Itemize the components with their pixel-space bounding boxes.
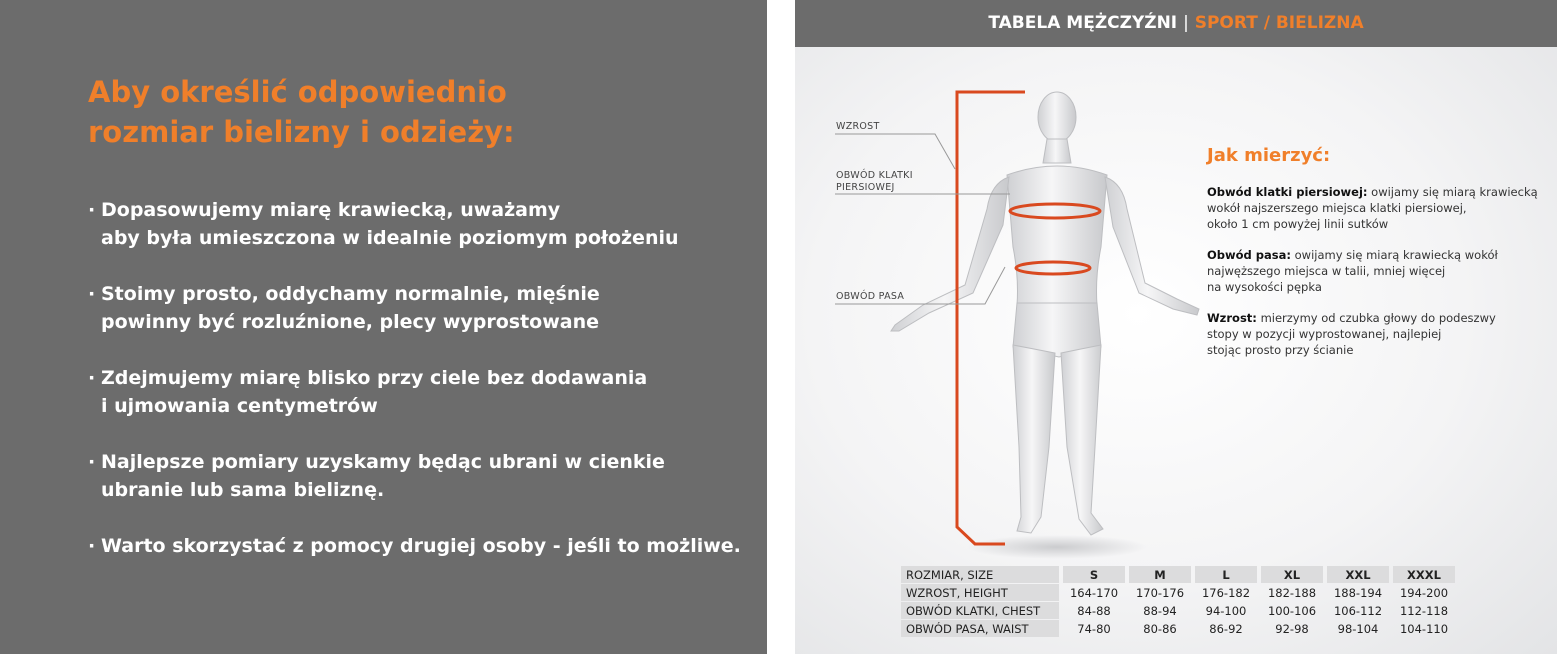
waist-instruction [1207,247,1537,295]
table-cell: 98-104 [1337,621,1379,636]
table-cell: 94-100 [1205,603,1247,618]
height-term: Wzrost: [1207,311,1257,325]
tip-text-line: i ujmowania centymetrów [101,395,378,417]
mannequin-body [891,92,1199,535]
header-separator: | [1183,13,1189,33]
left-panel [0,0,767,654]
table-cell: 92-98 [1275,621,1309,636]
tip-item [88,364,748,420]
waist-term: Obwód pasa: [1207,248,1291,262]
instruction-line: najwęższego miejsca w talii, mniej więcej [1207,264,1446,278]
height-label: WZROST [836,121,880,132]
instruction-line: stojąc prosto przy ścianie [1207,343,1354,357]
tip-text-line: aby była umieszczona w idealnie poziomym położeniu [101,227,679,249]
size-col-header: L [1195,566,1257,583]
tip-item [88,532,748,560]
row-label: OBWÓD PASA, WAIST [901,620,1059,637]
table-cell: 188-194 [1333,585,1383,600]
size-col-header: M [1129,566,1191,583]
header-subtitle: SPORT / BIELIZNA [1194,13,1364,33]
tip-text-line: · Dopasowujemy miarę krawiecką, uważamy [101,199,561,221]
size-header-label: ROZMIAR, SIZE [901,566,1059,583]
measurement-tips-list [88,196,748,588]
height-leader-line [835,134,955,169]
tip-text-line: · Najlepsze pomiary uzyskamy będąc ubrani w cienkie [101,451,665,473]
instruction-line: mierzymy od czubka głowy do podeszwy [1260,311,1496,325]
tip-text-line: · Warto skorzystać z pomocy drugiej osoby - jeśli to możliwe. [101,535,741,557]
left-title-line: Aby określić odpowiednio [88,75,507,109]
instruction-line: około 1 cm powyżej linii sutków [1207,217,1389,231]
size-col-header: XXL [1327,566,1389,583]
table-row [901,620,1455,637]
table-cell: 170-176 [1135,585,1185,600]
size-col-header: S [1063,566,1125,583]
tip-text-line: · Zdejmujemy miarę blisko przy ciele bez dodawania [101,367,648,389]
tip-text-line: powinny być rozluźnione, plecy wyprostowane [101,311,600,333]
table-cell: 194-200 [1399,585,1449,600]
size-chart-header [795,0,1557,47]
instruction-line: stopy w pozycji wyprostowanej, najlepiej [1207,327,1442,341]
tip-item [88,280,748,336]
tip-text-line: ubranie lub sama bieliznę. [101,479,385,501]
table-cell: 100-106 [1267,603,1317,618]
size-col-header: XL [1261,566,1323,583]
table-cell: 74-80 [1077,621,1111,636]
left-title-line: rozmiar bielizny i odzieży: [88,115,515,149]
table-cell: 88-94 [1143,603,1177,618]
how-to-measure [1207,145,1537,373]
table-cell: 106-112 [1333,603,1383,618]
instruction-line: wokół najszerszego miejsca klatki piersiowej, [1207,201,1467,215]
instruction-line: owijamy się miarą krawiecką [1371,185,1538,199]
floor-shadow [967,535,1147,559]
size-col-header: XXXL [1393,566,1455,583]
size-chart-panel [795,0,1557,654]
tip-text-line: · Stoimy prosto, oddychamy normalnie, mięśnie [101,283,600,305]
table-cell: 104-110 [1399,621,1449,636]
table-cell: 164-170 [1069,585,1119,600]
height-instruction [1207,310,1537,358]
instruction-line: owijamy się miarą krawiecką wokół [1294,248,1498,262]
table-cell: 80-86 [1143,621,1177,636]
row-label: WZROST, HEIGHT [901,584,1059,601]
size-table [897,565,1459,638]
row-label: OBWÓD KLATKI, CHEST [901,602,1059,619]
instruction-line: na wysokości pępka [1207,280,1322,294]
size-header-row [901,566,1455,583]
table-row [901,602,1455,619]
table-row [901,584,1455,601]
tip-item [88,196,748,252]
table-cell: 176-182 [1201,585,1251,600]
table-cell: 84-88 [1077,603,1111,618]
table-cell: 112-118 [1399,603,1449,618]
waist-label: OBWÓD PASA [836,291,905,302]
chest-instruction [1207,184,1537,232]
chest-label-line1: OBWÓD KLATKI [836,170,913,181]
left-title [88,72,728,152]
table-cell: 86-92 [1209,621,1243,636]
table-cell: 182-188 [1267,585,1317,600]
height-measure-line [957,92,1025,544]
chest-term: Obwód klatki piersiowej: [1207,185,1368,199]
how-to-title: Jak mierzyć: [1207,145,1331,166]
tip-item [88,448,748,504]
header-title: TABELA MĘŻCZYŹNI [988,13,1178,33]
chest-label-line2: PIERSIOWEJ [836,182,895,193]
